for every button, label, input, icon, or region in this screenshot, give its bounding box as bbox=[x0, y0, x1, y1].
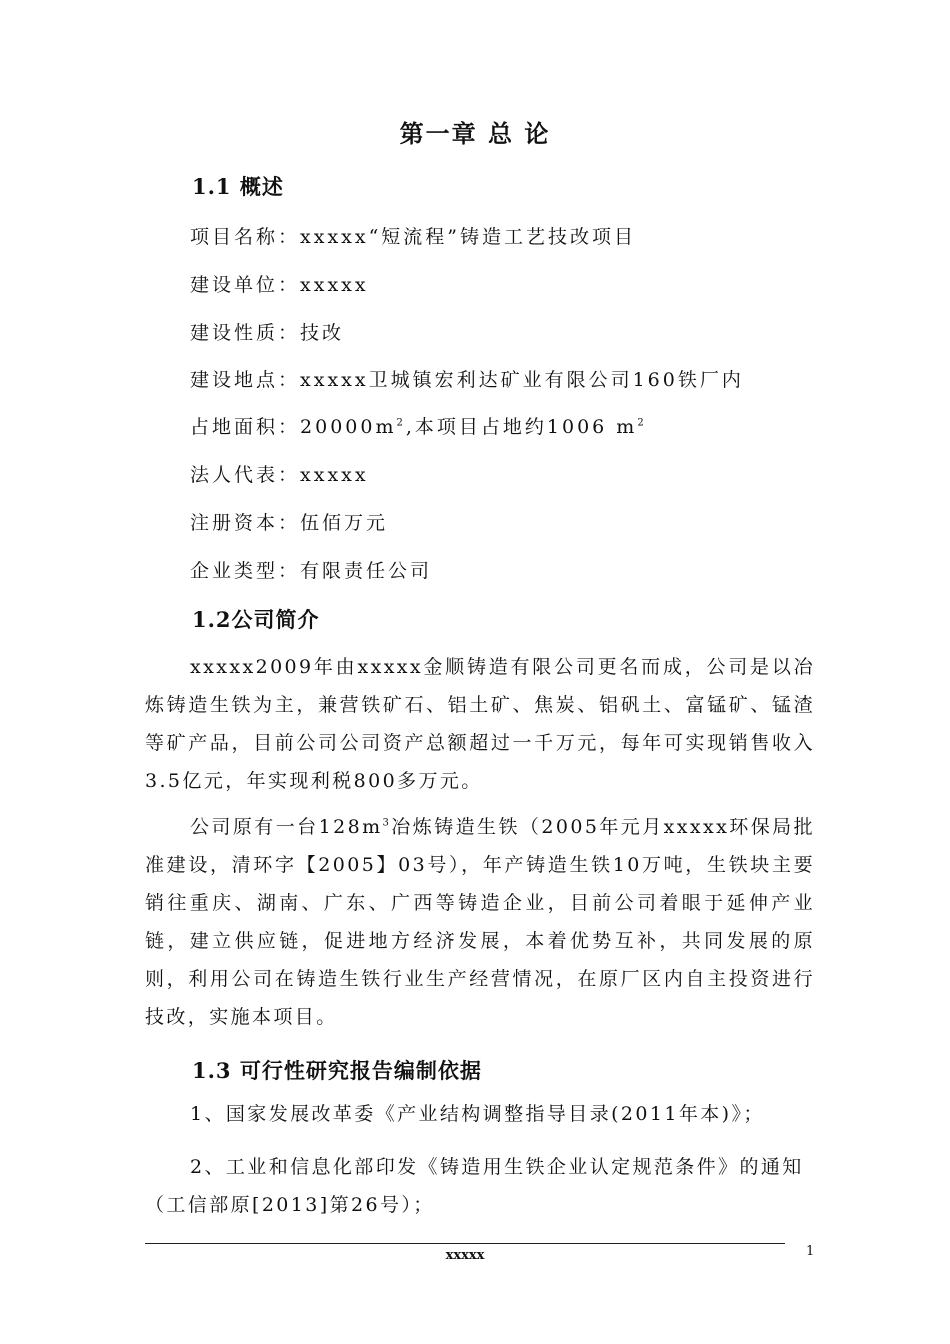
field-enterprise-type bbox=[190, 556, 432, 583]
chapter-title: 第一章 总 论 bbox=[399, 119, 551, 148]
field-construction-unit bbox=[190, 270, 369, 297]
field-value-project-area: ,本项目占地约1006 m bbox=[405, 416, 638, 438]
superscript: 3 bbox=[382, 817, 392, 829]
field-value: xxxxx卫城镇宏利达矿业有限公司160铁厂内 bbox=[300, 369, 744, 391]
footer-divider bbox=[145, 1243, 785, 1244]
company-intro-paragraph-1: xxxxx2009年由xxxxx金顺铸造有限公司更名而成，公司是以冶炼铸造生铁为主，兼营铁矿石、铝土矿、焦炭、铝矾土、富锰矿、锰渣等矿产品，目前公司公司资产总额超过一千万元，每年可实现销售收入3.5亿元，年实现利税800多万元。 bbox=[145, 656, 815, 792]
field-value: xxxxx bbox=[300, 274, 369, 296]
basis-list-item: 2、工业和信息化部印发《铸造用生铁企业认定规范条件》的通知（工信部原[2013]第26号）； bbox=[145, 1156, 804, 1216]
field-value-total-area: 20000m bbox=[300, 416, 397, 438]
field-value: 伍佰万元 bbox=[300, 512, 389, 534]
field-value: 技改 bbox=[300, 322, 345, 344]
superscript: 2 bbox=[396, 417, 406, 429]
field-value: 有限责任公司 bbox=[300, 560, 433, 582]
basis-list-item: 1、国家发展改革委《产业结构调整指导目录(2011年本)》； bbox=[190, 1103, 765, 1125]
field-value: xxxxx“短流程”铸造工艺技改项目 bbox=[300, 226, 637, 248]
footer-text: xxxxx bbox=[445, 1248, 485, 1263]
field-registered-capital bbox=[190, 508, 388, 535]
field-legal-representative bbox=[190, 460, 369, 487]
section-heading-1-3: 1.3 可行性研究报告编制依据 bbox=[192, 1058, 482, 1083]
field-label: 建设地点： bbox=[190, 369, 301, 391]
section-heading-1-2: 1.2公司简介 bbox=[192, 607, 320, 632]
field-construction-site bbox=[190, 365, 744, 392]
section-heading-1-1: 1.1 概述 bbox=[192, 174, 284, 199]
paragraph-text: 公司原有一台128m bbox=[190, 816, 383, 838]
superscript: 2 bbox=[637, 417, 647, 429]
field-project-name bbox=[190, 222, 636, 249]
field-land-area bbox=[190, 412, 647, 439]
page-number: 1 bbox=[806, 1244, 815, 1259]
field-label: 法人代表： bbox=[190, 464, 301, 486]
paragraph-text: 冶炼铸造生铁（2005年元月xxxxx环保局批准建设，清环字【2005】03号），年产铸造生铁10万吨，生铁块主要销往重庆、湖南、广东、广西等铸造企业，目前公司着眼于延伸产业链，建立供应链，促进地方经济发展，本着优势互补，共同发展的原则，利用公司在铸造生铁行业生产经营情况，在原厂区内自主投资进行技改，实施本项目。 bbox=[145, 816, 815, 1028]
field-label: 建设单位： bbox=[190, 274, 301, 296]
field-label: 企业类型： bbox=[190, 560, 301, 582]
field-label: 建设性质： bbox=[190, 322, 301, 344]
field-label: 注册资本： bbox=[190, 512, 301, 534]
field-label: 占地面积： bbox=[190, 416, 301, 438]
field-value: xxxxx bbox=[300, 464, 369, 486]
field-label: 项目名称： bbox=[190, 226, 301, 248]
company-intro-paragraph-2 bbox=[145, 808, 815, 1036]
field-construction-nature bbox=[190, 318, 344, 345]
